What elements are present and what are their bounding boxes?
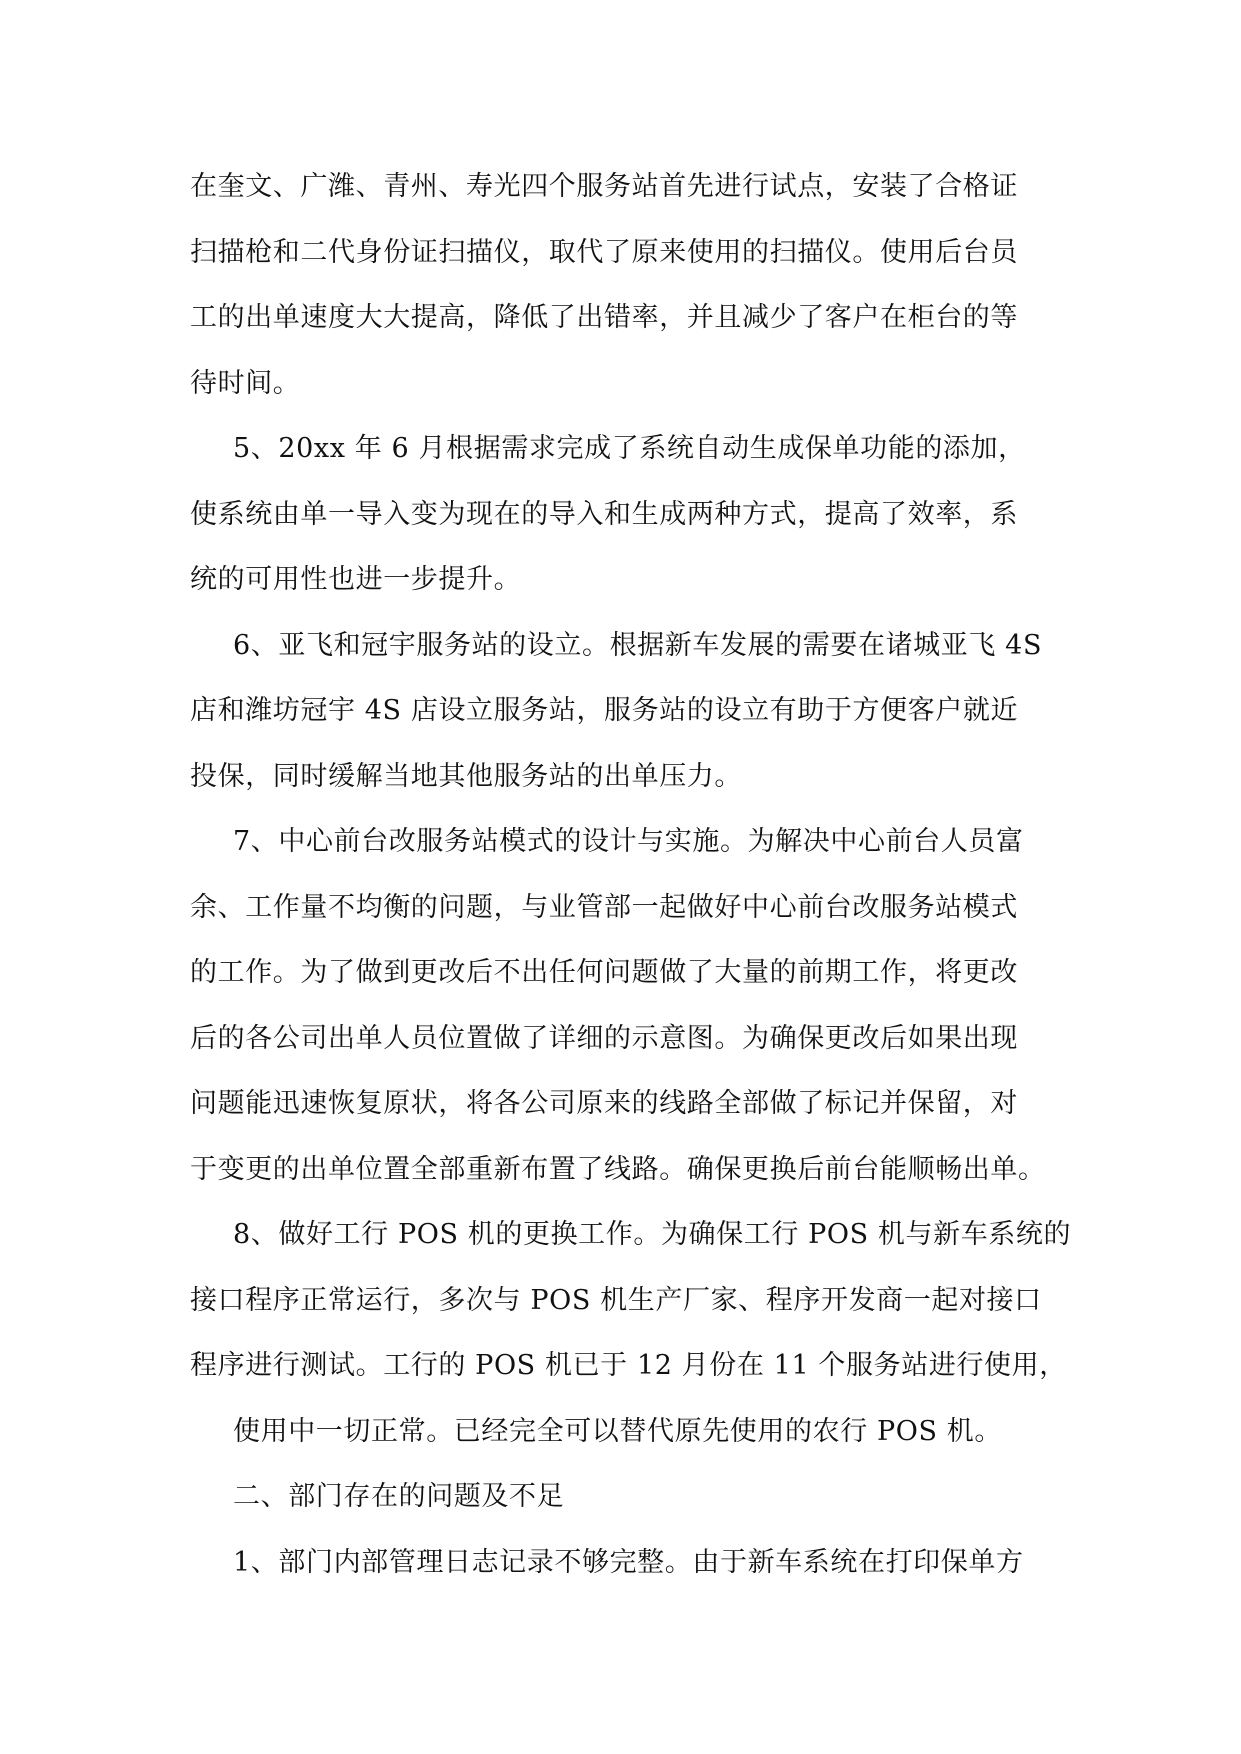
document-body — [190, 154, 1070, 1595]
text-line: 工的出单速度大大提高，降低了出错率，并且减少了客户在柜台的等 — [190, 302, 1018, 333]
text-line: 店和潍坊冠宇 4S 店设立服务站，服务站的设立有助于方便客户就近 — [190, 695, 1019, 726]
paragraph-6-first-line: 6、亚飞和冠宇服务站的设立。根据新车发展的需要在诸城亚飞 4S — [233, 629, 1043, 661]
text-line: 问题能迅速恢复原状，将各公司原来的线路全部做了标记并保留，对 — [190, 1088, 1018, 1119]
text-line: 使系统由单一导入变为现在的导入和生成两种方式，提高了效率，系 — [190, 498, 1018, 530]
text-line: 程序进行测试。工行的 POS 机已于 12 月份在 11 个服务站进行使用， — [190, 1350, 1067, 1381]
text-line: 扫描枪和二代身份证扫描仪，取代了原来使用的扫描仪。使用后台员 — [190, 236, 1018, 268]
text-line: 余、工作量不均衡的问题，与业管部一起做好中心前台改服务站模式 — [190, 891, 1018, 923]
paragraph-5-first-line: 5、20xx 年 6 月根据需求完成了系统自动生成保单功能的添加， — [233, 433, 1026, 464]
paragraph-7-first-line: 7、中心前台改服务站模式的设计与实施。为解决中心前台人员富 — [233, 826, 1024, 857]
text-line: 后的各公司出单人员位置做了详细的示意图。为确保更改后如果出现 — [190, 1022, 1018, 1054]
text-line: 在奎文、广潍、青州、寿光四个服务站首先进行试点，安装了合格证 — [190, 171, 1018, 202]
paragraph-8-first-line: 8、做好工行 POS 机的更换工作。为确保工行 POS 机与新车系统的 — [233, 1219, 1072, 1250]
issue-1-first-line: 1、部门内部管理日志记录不够完整。由于新车系统在打印保单方 — [233, 1546, 1024, 1578]
text-line-indented: 使用中一切正常。已经完全可以替代原先使用的农行 POS 机。 — [233, 1415, 1002, 1447]
text-line: 的工作。为了做到更改后不出任何问题做了大量的前期工作，将更改 — [190, 957, 1018, 988]
section-heading: 二、部门存在的问题及不足 — [233, 1481, 565, 1512]
text-line: 接口程序正常运行，多次与 POS 机生产厂家、程序开发商一起对接口 — [190, 1284, 1042, 1316]
text-line: 统的可用性也进一步提升。 — [190, 564, 522, 595]
text-line: 待时间。 — [190, 367, 301, 399]
text-line: 于变更的出单位置全部重新布置了线路。确保更换后前台能顺畅出单。 — [190, 1153, 1046, 1185]
text-line: 投保，同时缓解当地其他服务站的出单压力。 — [190, 760, 742, 792]
